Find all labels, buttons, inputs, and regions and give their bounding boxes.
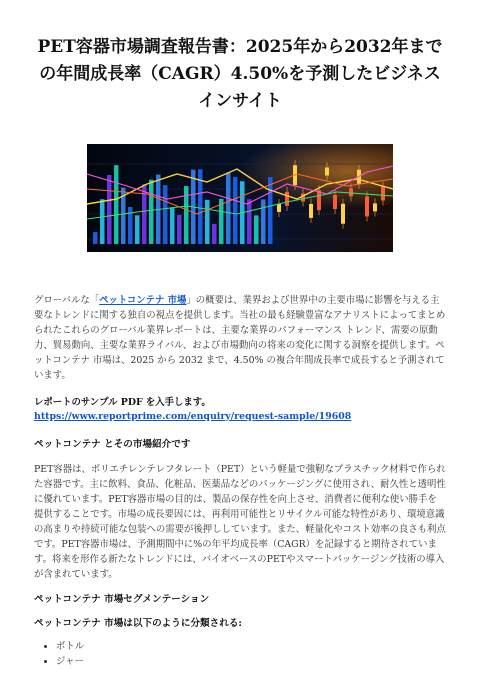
section-heading-classification: ペットコンテナ 市場は以下のように分類される:	[34, 618, 242, 629]
hero-candle-body	[349, 188, 353, 196]
sample-request	[34, 396, 446, 424]
hero-candle-body	[365, 196, 369, 216]
hero-candle-body	[277, 204, 281, 212]
hero-financial-chart-image	[87, 144, 393, 252]
hero-bar-decoration	[254, 215, 259, 244]
hero-bar-decoration	[261, 199, 266, 244]
hero-bar-decoration	[247, 199, 252, 244]
intro-paragraph	[34, 293, 446, 383]
market-link[interactable]: ペットコンテナ 市場	[99, 295, 187, 306]
intro-pre: グローバルな「	[34, 295, 100, 306]
hero-candle-body	[309, 204, 313, 218]
intro-post: 」の概要は、業界および世界中の主要市場に影響を与える主要なトレンドに関する独自の視点を提供します。当社の最も経験豊富なアナリストによってまとめられたこれらのグローバル業界レポートは、主要な業界のパフォーマンス トレンド、需要の原動力、貿易動向、主要な業界ライバル、および市場動向の将来の変化に関する洞察を提供します。ペットコンテナ 市場は、2025 から 2032 まで、4.50% の複合年間成長率で成長すると予測されています。	[34, 295, 446, 381]
section-heading-segmentation: ペットコンテナ 市場セグメンテーション	[34, 594, 210, 605]
hero-bar-decoration	[107, 175, 112, 244]
sample-link[interactable]: https://www.reportprime.com/enquiry/request-sample/19608	[34, 411, 352, 422]
hero-bar-decoration	[212, 224, 217, 244]
hero-bar-decoration	[149, 180, 154, 244]
hero-bar-decoration	[135, 215, 140, 244]
type-list	[34, 639, 446, 669]
hero-bar-decoration	[233, 177, 238, 244]
hero-bar-decoration	[163, 185, 168, 244]
hero-bar-decoration	[100, 199, 105, 244]
hero-bar-decoration	[226, 173, 231, 244]
hero-candle-body	[325, 167, 329, 175]
sample-label: レポートのサンプル PDF を入手します。	[34, 397, 211, 408]
hero-candle-body	[373, 203, 377, 211]
hero-bar-decoration	[170, 207, 175, 244]
hero-candle-body	[381, 186, 385, 200]
hero-bar-decoration	[93, 232, 98, 244]
hero-candle-body	[333, 195, 337, 209]
section-description: PET容器は、ポリエチレンテレフタレート（PET）という軽量で強靭なプラスチック材料で作られた容器です。主に飲料、食品、化粧品、医薬品などのパッケージングに使用され、耐久性と透明性に優れています。PET容器市場の目的は、製品の保存性を向上させ、消費者に便利な使い勝手を提供することです。市場の成長要因には、再利用可能性とリサイクル可能な特性があり、環境意識の高まりや持続可能な包装への需要が後押ししています。また、軽量化やコスト効率の良さも利点です。PET容器市場は、予測期間中に%の年平均成長率（CAGR）を記録すると期待されています。将来を形作る新たなトレンドには、バイオベースのPETやスマートパッケージング技術の導入が含まれています。	[34, 464, 446, 580]
hero-bar-decoration	[268, 177, 273, 244]
hero-bar-decoration	[114, 165, 119, 244]
list-item: • ボトル	[56, 639, 446, 654]
hero-bar-decoration	[205, 200, 210, 244]
hero-candle-body	[285, 192, 289, 206]
section-heading-intro: ペットコンテナ とその市場紹介です	[34, 439, 191, 450]
hero-bar-decoration	[219, 199, 224, 244]
hero-candle-body	[341, 204, 345, 224]
page-title: PET容器市場調査報告書：2025年から2032年までの年間成長率（CAGR）4.50%を予測したビジネスインサイト	[37, 37, 443, 111]
hero-bar-decoration	[177, 215, 182, 244]
hero-candle-body	[317, 190, 321, 210]
hero-bar-decoration	[184, 186, 189, 244]
list-item: • ジャー	[56, 654, 446, 669]
